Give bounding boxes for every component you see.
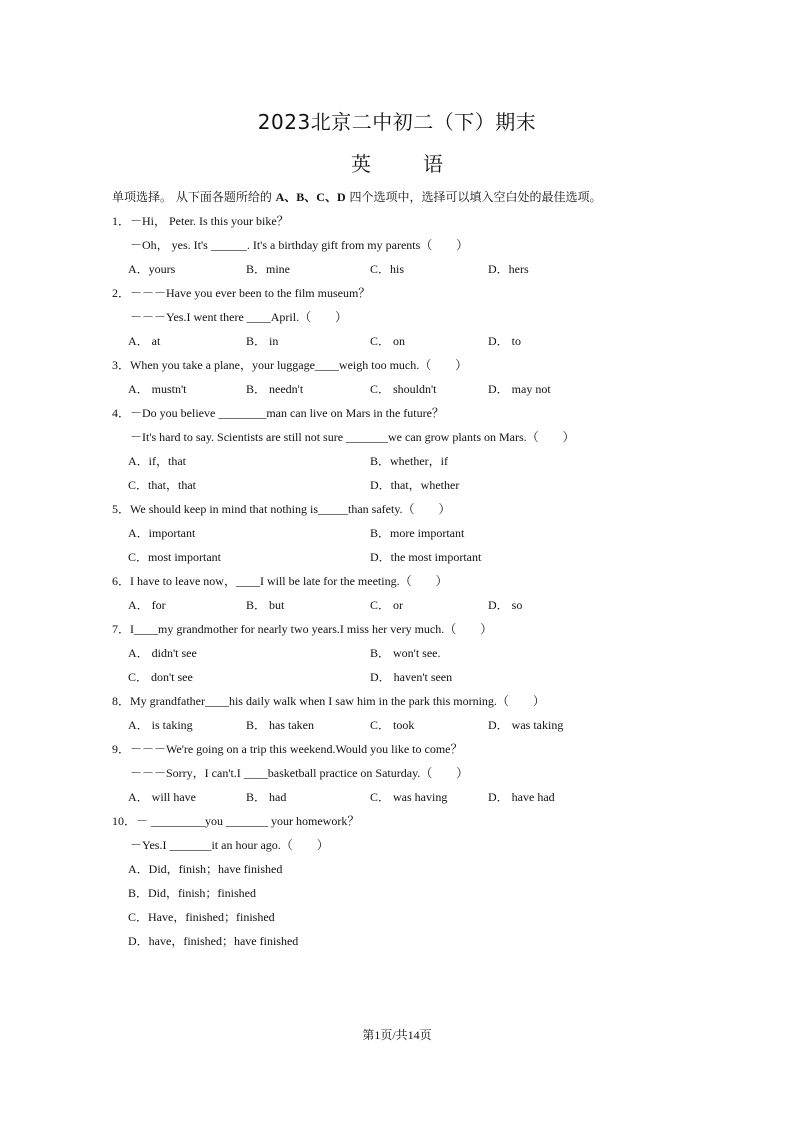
answer-option: B．whether，if [370,454,448,468]
answer-option: B．more important [370,526,465,540]
options-row [112,331,732,355]
answer-option: B． needn't [246,382,304,396]
answer-option: A． for [128,598,166,612]
subject-heading [0,148,794,177]
answer-option: D． was taking [488,718,564,732]
question-stem: 7．I____my grandmother for nearly two years.I miss her very much.（ ） [112,622,493,636]
answer-option: D． may not [488,382,551,396]
question-stem: 10．－ _________you _______ your homework？ [112,814,360,828]
answer-option: C．most important [128,550,222,564]
options-row [112,787,732,811]
answer-option: B． in [246,334,279,348]
question-stem: 3．When you take a plane，your luggage____weigh too much.（ ） [112,358,468,372]
answer-option: D．that，whether [370,478,460,492]
answer-option: C． don't see [128,670,193,684]
answer-option: B． but [246,598,285,612]
question-stem: 4．－Do you believe ________man can live on Mars in the future？ [112,406,444,420]
answer-option: C． took [370,718,415,732]
subject-char-2: 语 [423,152,443,176]
instructions-prefix: 单项选择。 从下面各题所给的 [112,190,276,204]
answer-option: D．the most important [370,550,482,564]
answer-option: A． mustn't [128,382,187,396]
answer-option: A．yours [128,262,176,276]
page-footer: 第1页/共14页 [362,1028,432,1042]
answer-option: C． shouldn't [370,382,437,396]
answer-option: B．Did，finish；finished [128,886,256,900]
question-reply: －Yes.I _______it an hour ago.（ ） [130,838,329,852]
question-stem: 8．My grandfather____his daily walk when I saw him in the park this morning.（ ） [112,694,545,708]
options-row [112,667,732,691]
answer-option: B．mine [246,262,290,276]
answer-option: D． so [488,598,523,612]
answer-option: A． will have [128,790,196,804]
answer-option: A．important [128,526,196,540]
question-stem: 5．We should keep in mind that nothing is_____than safety.（ ） [112,502,451,516]
options-row [112,475,732,499]
answer-option: D． haven't seen [370,670,453,684]
question-list [112,211,732,955]
subject-char-1: 英 [351,152,371,176]
answer-option: C．his [370,262,405,276]
options-row [112,451,732,475]
answer-option: A． didn't see [128,646,197,660]
answer-option: C．that，that [128,478,196,492]
answer-option: D．hers [488,262,529,276]
exam-title: 2023北京二中初二（下）期末 [257,110,537,134]
instructions-suffix: 四个选项中，选择可以填入空白处的最佳选项。 [345,190,602,204]
options-row [112,379,732,403]
question-stem: 9．－－－We're going on a trip this weekend.Would you like to come？ [112,742,463,756]
question-reply: －－－Yes.I went there ____April.（ ） [130,310,348,324]
answer-option: C． on [370,334,406,348]
question-stem: 1．－Hi， Peter. Is this your bike？ [112,214,289,228]
answer-option: A．Did，finish；have finished [128,862,283,876]
question-reply: －Oh， yes. It's ______. It's a birthday gift from my parents（ ） [130,238,469,252]
answer-option: A．if，that [128,454,186,468]
answer-option: D． to [488,334,522,348]
options-row [112,259,732,283]
section-instructions [112,188,601,205]
answer-option: B． won't see. [370,646,441,660]
question-reply: －－－Sorry，I can't.I ____basketball practice on Saturday.（ ） [130,766,469,780]
answer-option: A． is taking [128,718,193,732]
answer-option: A． at [128,334,161,348]
options-row [112,595,732,619]
options-row [112,643,732,667]
answer-option: B． has taken [246,718,314,732]
answer-option: C．Have，finished；finished [128,910,275,924]
options-row [112,523,732,547]
question-stem: 6．I have to leave now，____I will be late for the meeting.（ ） [112,574,448,588]
answer-option: C． was having [370,790,448,804]
answer-option: D．have，finished；have finished [128,934,299,948]
instructions-letters: A、B、C、D [275,190,346,204]
answer-option: B． had [246,790,287,804]
question-reply: －It's hard to say. Scientists are still not sure _______we can grow plants on Mars.（ ） [130,430,575,444]
options-row [112,715,732,739]
question-stem: 2．－－－Have you ever been to the film museum？ [112,286,371,300]
answer-option: D． have had [488,790,555,804]
answer-option: C． or [370,598,404,612]
options-row [112,547,732,571]
